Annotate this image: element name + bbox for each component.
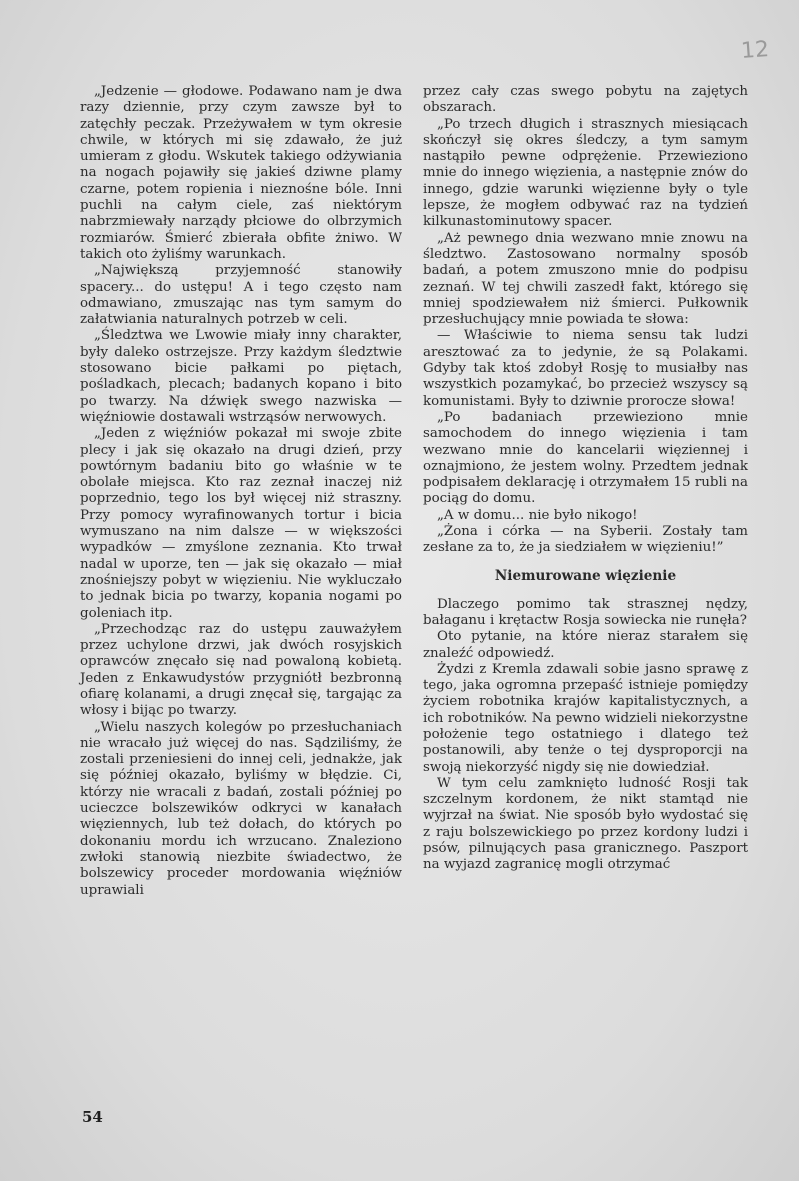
page-mark-handwritten: 12 [740, 37, 770, 64]
paragraph: W tym celu zamknięto ludność Rosji tak szczelnym kordonem, że nikt stamtąd nie wyjrzał na świat. Nie sposób było wydostać się z raju bolszewickiego po przez kordony ludzi i psów, pilnujących pasa granicznego. Paszport na wyjazd zagranicę mogli otrzymać [423, 775, 748, 873]
paragraph: — Właściwie to niema sensu tak ludzi aresztować za to jedynie, że są Polakami. Gdyby tak ktoś zdobył Rosję to musiałby nas wszystkich pozamykać, bo przecież wszyscy są komunistami. Były to dziwnie prorocze słowa! [423, 328, 748, 409]
paragraph: Dlaczego pomimo tak strasznej nędzy, bałaganu i krętactw Rosja sowiecka nie runęła? [423, 596, 748, 628]
section-heading: Niemurowane więzienie [494, 567, 677, 584]
paragraph: „Po trzech długich i strasznych miesiącach skończył się okres śledczy, a tym samym nastąpiło pewne odprężenie. Przewieziono mnie do innego więzienia, a następnie znów do innego, gdzie warunki więzienne były o tyle lepsze, że mogłem odbywać raz na tydzień kilkunastominutowy spacer. [423, 116, 748, 230]
paragraph: „Po badaniach przewieziono mnie samochodem do innego więzienia i tam wezwano mnie do kancelarii więziennej i oznajmiono, że jestem wolny. Przedtem jednak podpisałem deklarację i otrzymałem 15 rubli na pociąg do domu. [423, 409, 748, 507]
paragraph: „Jedzenie — głodowe. Podawano nam je dwa razy dziennie, przy czym zawsze był to zatęchły peczak. Przeżywałem w tym okresie chwile, w których mi się zdawało, że już umieram z głodu. Wskutek takiego odżywiania na nogach pojawiły się jakieś dziwne plamy czarne, potem ropienia i nieznośne bóle. Inni puchli na całym ciele, zaś niektórym nabrzmiewały narządy płciowe do olbrzymich rozmiarów. Śmierć zbierała obfite żniwo. W takich oto żyliśmy warunkach. [80, 84, 402, 262]
paragraph: Oto pytanie, na które nieraz starałem się znaleźć odpowiedź. [423, 629, 748, 661]
paragraph: „A w domu... nie było nikogo! [437, 507, 638, 523]
right-text-column [423, 84, 748, 874]
paragraph: „Aż pewnego dnia wezwano mnie znowu na śledztwo. Zastosowano normalny sposób badań, a potem zmuszono mnie do podpisu zeznań. W tej chwili zaszedł fakt, którego się mniej spodziewałem niż śmierci. Pułkownik przesłuchujący mnie powiada te słowa: [423, 230, 748, 328]
paragraph: „Jeden z więźniów pokazał mi swoje zbite plecy i jak się okazało na drugi dzień, przy powtórnym badaniu bito go właśnie w te obolałe miejsca. Kto raz zeznał inaczej niż poprzednio, tego los był więcej niż straszny. Przy pomocy wyrafinowanych tortur i bicia wymuszano na nim dalsze — w większości wypadków — zmyślone zeznania. Kto trwał nadal w uporze, ten — jak się okazało — miał znośniejszy pobyt w więzieniu. Nie wykluczało to jednak bicia po twarzy, kopania nogami po goleniach itp. [80, 426, 402, 621]
continued-paragraph: przez cały czas swego pobytu na zajętych obszarach. [423, 84, 748, 116]
paragraph: „Przechodząc raz do ustępu zauważyłem przez uchylone drzwi, jak dwóch rosyjskich oprawców znęcało się nad powaloną kobietą. Jeden z Enkawudystów przygniótł bezbronną ofiarę kolanami, a drugi znęcał się, targając za włosy i bijąc po twarzy. [80, 621, 402, 719]
paragraph: Żydzi z Kremla zdawali sobie jasno sprawę z tego, jaka ogromna przepaść istnieje pomiędzy życiem robotnika krajów kapitalistycznych, a ich robotników. Na pewno widzieli niekorzystne położenie tego ostatniego i dlatego też postanowili, aby tenże o tej dysproporcji na swoją niekorzyść nigdy się nie dowiedział. [423, 661, 748, 775]
paragraph: „Największą przyjemność stanowiły spacery... do ustępu! A i tego często nam odmawiano, zmuszając nas tym samym do załatwiania naturalnych potrzeb w celi. [80, 263, 402, 328]
page-number: 54 [82, 1108, 103, 1126]
left-text-column [80, 84, 402, 899]
paragraph: „Śledztwa we Lwowie miały inny charakter, były daleko ostrzejsze. Przy każdym śledztwie stosowano bicie pałkami po piętach, pośladkach, plecach; badanych kopano i bito po twarzy. Na dźwięk swego nazwiska — więźniowie dostawali wstrząsów nerwowych. [80, 328, 402, 425]
paragraph: „Wielu naszych kolegów po przesłuchaniach nie wracało już więcej do nas. Sądziliśmy, że zostali przeniesieni do innej celi, jednakże, jak się później okazało, byliśmy w błędzie. Ci, którzy nie wracali z badań, zostali później po ucieczce bolszewików odkryci w kanałach więziennych, lub też dołach, do których po dokonaniu mordu ich wrzucano. Znaleziono zwłoki stanowią niezbite świadectwo, że bolszewicy proceder mordowania więźniów uprawiali [80, 719, 402, 898]
paragraph: „Żona i córka — na Syberii. Zostały tam zesłane za to, że ja siedziałem w więzieniu!” [423, 524, 748, 556]
